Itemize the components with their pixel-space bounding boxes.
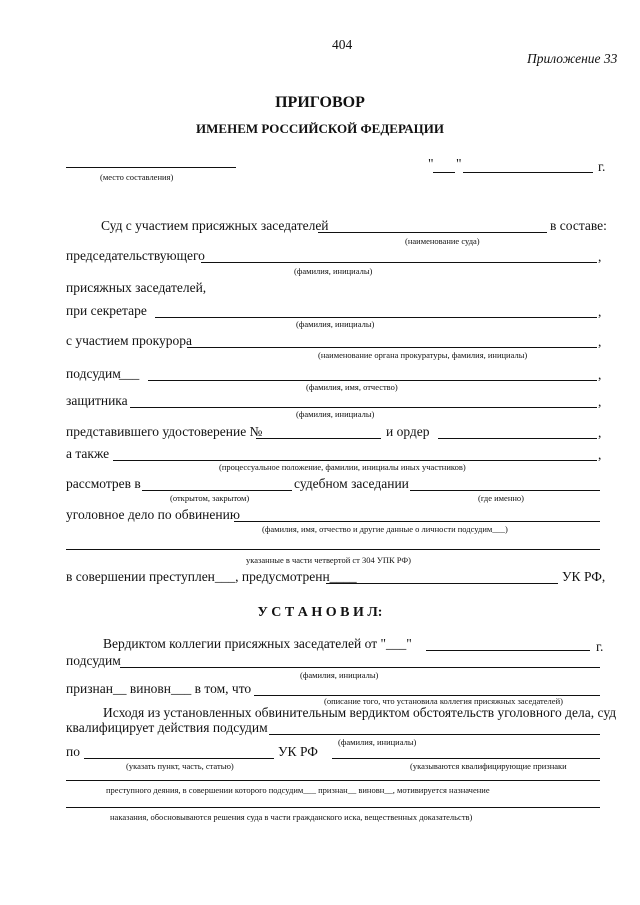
date-quote-open: " <box>428 156 434 171</box>
session-label: рассмотрев в <box>66 476 141 491</box>
presiding-hint: (фамилия, инициалы) <box>294 266 373 276</box>
verdict-note-2: наказания, обосновываются решения суда в части гражданского иска, вещественных доказательств) <box>110 812 473 822</box>
secretary-line[interactable] <box>155 317 597 318</box>
verdict-defendant-label: подсудим <box>66 653 121 668</box>
page-number: 404 <box>332 37 353 52</box>
court-line[interactable] <box>318 232 547 233</box>
verdict-found: признан__ виновн___ в том, что <box>66 681 252 696</box>
charge-line[interactable] <box>234 521 600 522</box>
session-type-hint: (открытом, закрытом) <box>170 493 250 503</box>
verdict-found-hint: (описание того, что установила коллегия присяжных заседателей) <box>324 696 563 706</box>
also-line[interactable] <box>113 460 597 461</box>
session-middle: судебном заседании <box>294 476 409 491</box>
verdict-defendant-line[interactable] <box>120 667 600 668</box>
charge-line-2[interactable] <box>66 549 600 550</box>
verdict-note-line-1[interactable] <box>66 780 600 781</box>
session-place-line[interactable] <box>410 490 600 491</box>
verdict-note-line-2[interactable] <box>66 807 600 808</box>
defender-hint: (фамилия, инициалы) <box>296 409 375 419</box>
defendant-ending: ___ <box>119 366 140 381</box>
charge-hint-2: указанные в части четвертой ст 304 УПК РФ) <box>246 555 411 565</box>
verdict-article-hint: (указать пункт, часть, статью) <box>126 761 234 771</box>
verdict-note-1: преступного деяния, в совершении которого подсудим___ признан__ виновн__, мотивируется назначение <box>106 785 490 795</box>
defender-line[interactable] <box>130 407 597 408</box>
also-label: а также <box>66 446 110 461</box>
appendix-label: Приложение 33 <box>527 51 618 66</box>
document-title: ПРИГОВОР <box>275 94 365 111</box>
certificate-label: представившего удостоверение № <box>66 424 263 439</box>
verdict-basis-hint: (фамилия, инициалы) <box>338 737 417 747</box>
charge-hint: (фамилия, имя, отчество и другие данные о личности подсудим___) <box>262 524 508 534</box>
court-suffix: в составе: <box>550 218 607 233</box>
date-quote-close: " <box>456 156 462 171</box>
session-type-line[interactable] <box>142 490 292 491</box>
verdict-signs-hint: (указываются квалифицирующие признаки <box>410 761 567 771</box>
prosecutor-hint: (наименование органа прокуратуры, фамилия, инициалы) <box>318 350 528 360</box>
document-subtitle: ИМЕНЕМ РОССИЙСКОЙ ФЕДЕРАЦИИ <box>196 121 444 136</box>
charge-label: уголовное дело по обвинению <box>66 507 240 522</box>
place-line[interactable] <box>66 167 236 168</box>
verdict-line1: Вердиктом коллегии присяжных заседателей от "___" <box>103 636 412 651</box>
presiding-label: председательствующего <box>66 248 205 263</box>
verdict-basis-2: квалифицирует действия подсудим <box>66 720 268 735</box>
verdict-defendant-hint: (фамилия, инициалы) <box>300 670 379 680</box>
verdict-article-line[interactable] <box>84 758 274 759</box>
verdict-signs-line[interactable] <box>332 758 600 759</box>
verdict-date-line[interactable] <box>426 650 590 651</box>
defendant-label: подсудим <box>66 366 121 381</box>
crime-article-line[interactable] <box>326 583 558 584</box>
order-label: и ордер <box>386 424 430 439</box>
certificate-number-line[interactable] <box>256 438 381 439</box>
verdict-basis-1: Исходя из установленных обвинительным вердиктом обстоятельств уголовного дела, суд <box>103 705 617 720</box>
defender-label: защитника <box>66 393 128 408</box>
month-year-line[interactable] <box>463 172 593 173</box>
court-label: Суд с участием присяжных заседателей <box>101 218 329 233</box>
crime-suffix: УК РФ, <box>562 569 606 584</box>
prosecutor-label: с участием прокурора <box>66 333 193 348</box>
prosecutor-line[interactable] <box>187 347 597 348</box>
secretary-label: при секретаре <box>66 303 147 318</box>
verdict-code-label: УК РФ <box>278 744 318 759</box>
verdict-year-suffix: г. <box>596 639 604 654</box>
order-line[interactable] <box>438 438 597 439</box>
established-heading: У С Т А Н О В И Л: <box>257 605 383 620</box>
defendant-hint: (фамилия, имя, отчество) <box>306 382 398 392</box>
presiding-line[interactable] <box>201 262 597 263</box>
also-hint: (процессуальное положение, фамилии, инициалы иных участников) <box>219 462 466 472</box>
defendant-line[interactable] <box>148 380 597 381</box>
year-suffix: г. <box>598 159 606 174</box>
verdict-by-label: по <box>66 744 80 759</box>
court-hint: (наименование суда) <box>405 236 480 246</box>
jurors-label: присяжных заседателей, <box>66 280 207 295</box>
crime-label: в совершении преступлен___, предусмотренн____ <box>66 569 357 584</box>
day-line[interactable] <box>433 172 455 173</box>
place-hint: (место составления) <box>100 172 174 182</box>
verdict-basis-line[interactable] <box>269 734 600 735</box>
secretary-hint: (фамилия, инициалы) <box>296 319 375 329</box>
session-place-hint: (где именно) <box>478 493 524 503</box>
